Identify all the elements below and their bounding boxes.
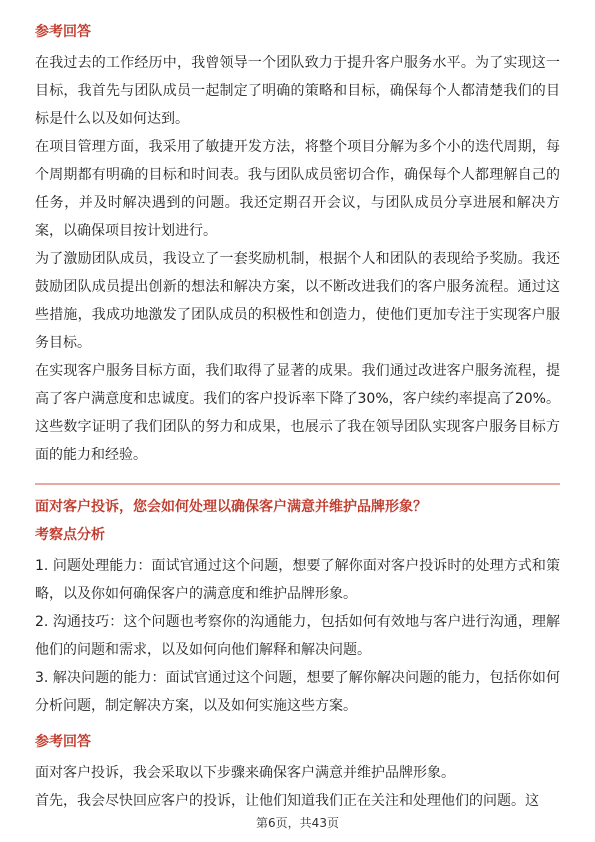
section-divider <box>35 483 560 485</box>
answer-paragraph-4: 在实现客户服务目标方面，我们取得了显著的成果。我们通过改进客户服务流程，提高了客户满意度和忠诚度。我们的客户投诉率下降了30%，客户续约率提高了20%。这些数字证明了我们团队的努力和成果，也展示了我在领导团队实现客户服务目标方面的能力和经验。 <box>35 363 560 463</box>
answer-paragraph-3: 为了激励团队成员，我设立了一套奖励机制，根据个人和团队的表现给予奖励。我还鼓励团队成员提出创新的想法和解决方案，以不断改进我们的客户服务流程。通过这些措施，我成功地激发了团队成员的积极性和创造力，使他们更加专注于实现客户服务目标。 <box>35 251 560 351</box>
answer-paragraph-2: 在项目管理方面，我采用了敏捷开发方法，将整个项目分解为多个小的迭代周期，每个周期都有明确的目标和时间表。我与团队成员密切合作，确保每个人都理解自己的任务，并及时解决遇到的问题。我还定期召开会议，与团队成员分享进展和解决方案，以确保项目按计划进行。 <box>35 139 560 239</box>
analysis-item-1: 1. 问题处理能力：面试官通过这个问题，想要了解你面对客户投诉时的处理方式和策略，以及你如何确保客户的满意度和维护品牌形象。 <box>35 558 560 602</box>
analysis-item-3: 3. 解决问题的能力：面试官通过这个问题，想要了解你解决问题的能力，包括你如何分析问题，制定解决方案，以及如何实施这些方案。 <box>35 670 560 714</box>
answer-paragraph-1: 在我过去的工作经历中，我曾领导一个团队致力于提升客户服务水平。为了实现这一目标，我首先与团队成员一起制定了明确的策略和目标，确保每个人都清楚我们的目标是什么以及如何达到。 <box>35 55 560 127</box>
answer-label-2: 参考回答 <box>35 734 91 750</box>
answer-label: 参考回答 <box>35 24 91 40</box>
analysis-item-2: 2. 沟通技巧：这个问题也考察你的沟通能力，包括如何有效地与客户进行沟通，理解他们的问题和需求，以及如何向他们解释和解决问题。 <box>35 614 560 658</box>
answer2-paragraph-1: 面对客户投诉，我会采取以下步骤来确保客户满意并维护品牌形象。 <box>35 765 455 781</box>
analysis-label: 考察点分析 <box>35 527 105 543</box>
spacer <box>35 720 560 730</box>
question-title: 面对客户投诉，您会如何处理以确保客户满意并维护品牌形象？ <box>35 499 427 515</box>
answer2-paragraph-2: 首先，我会尽快回应客户的投诉，让他们知道我们正在关注和处理他们的问题。这 <box>35 793 539 809</box>
page-number-footer: 第6页，共43页 <box>256 816 339 830</box>
